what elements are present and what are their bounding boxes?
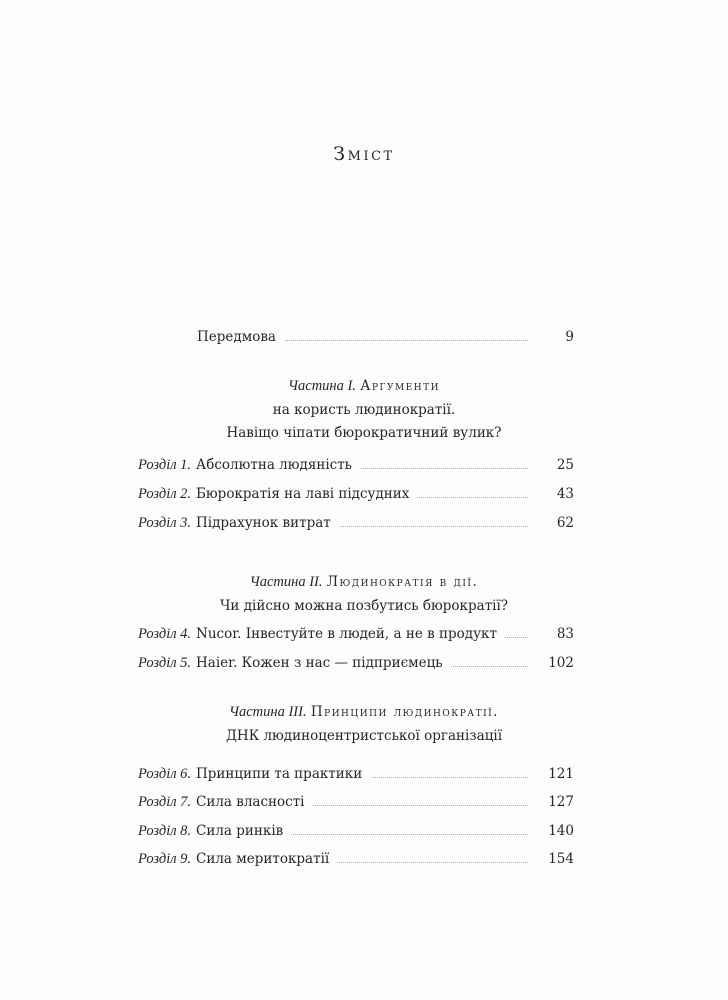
entry-page: 83 [556, 626, 574, 642]
leader-dots [278, 340, 528, 341]
toc-entry-chapter[interactable] [138, 821, 574, 841]
entry-title: Haier. Кожен з нас — підприємець [196, 653, 451, 673]
page-title: Зміст [333, 143, 395, 165]
entry-page: 154 [548, 851, 574, 867]
entry-page: 62 [556, 515, 574, 531]
toc-entry-chapter[interactable] [138, 792, 574, 812]
chapter-label: Розділ 8. [138, 823, 192, 839]
toc-entry-chapter[interactable] [138, 653, 574, 673]
entry-page: 121 [548, 766, 574, 782]
part-title: Принципи людинократії. [310, 704, 499, 720]
toc-entry-chapter[interactable] [138, 513, 574, 533]
part-title: Людинократія в дії. [326, 574, 479, 590]
toc-entry-chapter[interactable] [138, 624, 574, 644]
entry-page: 25 [556, 457, 574, 473]
entry-page: 43 [556, 486, 574, 502]
part-title-line2: на користь людинократії. [272, 402, 456, 418]
entry-title: Сила ринків [196, 821, 291, 841]
chapter-label: Розділ 1. [138, 457, 192, 473]
toc-entry-preface[interactable] [138, 327, 574, 347]
entry-title: Сила власності [196, 792, 313, 812]
entry-title: Абсолютна людяність [196, 455, 360, 475]
entry-title: Принципи та практики [196, 764, 370, 784]
part-label: Частина III. [229, 704, 307, 720]
entry-title: Nucor. Інвестуйте в людей, а не в продукт [196, 624, 505, 644]
part-subtitle: Навіщо чіпати бюрократичний вулик? [226, 425, 502, 441]
chapter-label: Розділ 4. [138, 626, 192, 642]
chapter-label: Розділ 5. [138, 655, 192, 671]
part-heading [0, 700, 728, 724]
part-heading [0, 374, 728, 398]
entry-page: 140 [548, 823, 574, 839]
part-title: Аргументи [360, 378, 440, 394]
entry-title: Передмова [197, 327, 284, 347]
entry-title: Бюрократія на лаві підсудних [196, 484, 417, 504]
chapter-label: Розділ 3. [138, 515, 192, 531]
chapter-label: Розділ 6. [138, 766, 192, 782]
entry-title: Підрахунок витрат [196, 513, 339, 533]
part-label: Частина II. [249, 574, 323, 590]
part-heading [0, 570, 728, 594]
part-subtitle: Чи дійсно можна позбутись бюрократії? [219, 598, 509, 614]
toc-entry-chapter[interactable] [138, 849, 574, 869]
part-label: Частина I. [288, 378, 356, 394]
toc-entry-chapter[interactable] [138, 484, 574, 504]
part-subtitle: ДНК людиноцентристської організації [225, 728, 503, 744]
entry-page: 102 [548, 655, 574, 671]
toc-entry-chapter[interactable] [138, 764, 574, 784]
entry-page: 127 [548, 794, 574, 810]
chapter-label: Розділ 9. [138, 851, 192, 867]
toc-entry-chapter[interactable] [138, 455, 574, 475]
entry-page: 9 [565, 329, 574, 345]
chapter-label: Розділ 2. [138, 486, 192, 502]
chapter-label: Розділ 7. [138, 794, 192, 810]
entry-title: Сила меритократії [196, 849, 337, 869]
